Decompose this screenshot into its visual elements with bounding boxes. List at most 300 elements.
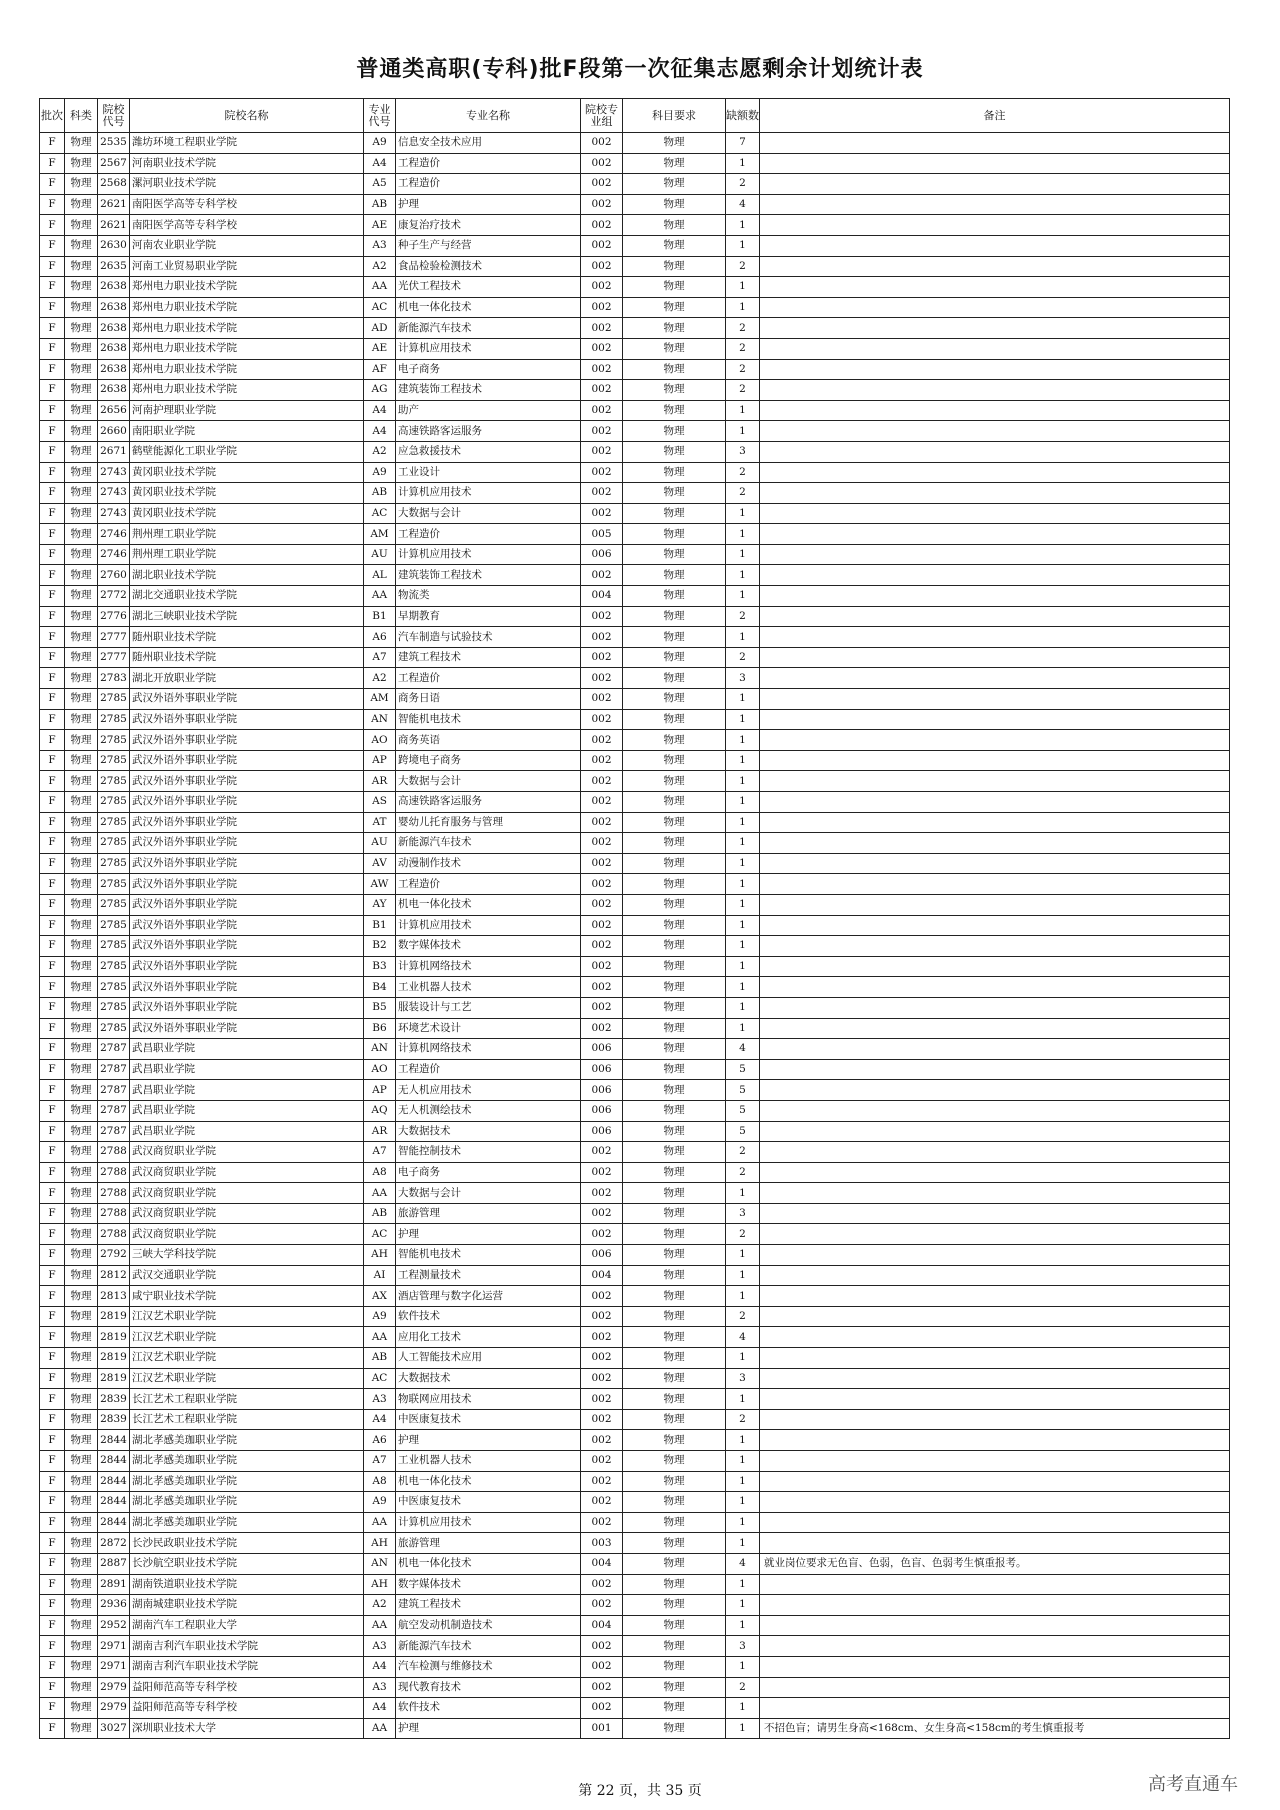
major-name-cell: 建筑装饰工程技术 [396, 380, 581, 401]
group-cell: 006 [581, 1100, 623, 1121]
school-name-cell: 益阳师范高等专科学校 [130, 1677, 364, 1698]
school-name-cell: 黄冈职业技术学院 [130, 503, 364, 524]
table-row [40, 1677, 1230, 1698]
category-cell: 物理 [65, 936, 98, 957]
subject-cell: 物理 [623, 153, 726, 174]
school-code-cell: 2777 [98, 647, 130, 668]
note-cell [760, 318, 1230, 339]
table-row [40, 647, 1230, 668]
category-cell: 物理 [65, 1574, 98, 1595]
table-row [40, 1718, 1230, 1739]
major-name-cell: 新能源汽车技术 [396, 1636, 581, 1657]
vacancy-cell: 4 [726, 1553, 760, 1574]
major-code-cell: AR [364, 1121, 396, 1142]
table-row [40, 730, 1230, 751]
major-name-cell: 物流类 [396, 586, 581, 607]
group-cell: 002 [581, 874, 623, 895]
major-name-cell: 新能源汽车技术 [396, 318, 581, 339]
group-cell: 002 [581, 1677, 623, 1698]
school-code-cell: 2535 [98, 133, 130, 154]
subject-cell: 物理 [623, 174, 726, 195]
major-code-cell: AN [364, 709, 396, 730]
group-cell: 002 [581, 1430, 623, 1451]
category-cell: 物理 [65, 1677, 98, 1698]
table-row [40, 277, 1230, 298]
group-cell: 004 [581, 586, 623, 607]
major-code-cell: A4 [364, 421, 396, 442]
major-code-cell: A6 [364, 1430, 396, 1451]
table-row [40, 441, 1230, 462]
vacancy-cell: 1 [726, 297, 760, 318]
table-row [40, 1656, 1230, 1677]
subject-cell: 物理 [623, 194, 726, 215]
subject-cell: 物理 [623, 1430, 726, 1451]
group-cell: 002 [581, 1451, 623, 1472]
note-cell [760, 441, 1230, 462]
vacancy-cell: 4 [726, 1039, 760, 1060]
table-row [40, 338, 1230, 359]
school-code-cell: 2819 [98, 1306, 130, 1327]
school-name-cell: 湖南铁道职业技术学院 [130, 1574, 364, 1595]
batch-cell: F [40, 1553, 65, 1574]
table-row [40, 1162, 1230, 1183]
table-row [40, 1265, 1230, 1286]
subject-cell: 物理 [623, 771, 726, 792]
batch-cell: F [40, 277, 65, 298]
table-row [40, 812, 1230, 833]
batch-cell: F [40, 833, 65, 854]
school-code-cell: 2785 [98, 894, 130, 915]
group-cell: 002 [581, 709, 623, 730]
category-cell: 物理 [65, 462, 98, 483]
note-cell [760, 1039, 1230, 1060]
vacancy-cell: 5 [726, 1080, 760, 1101]
major-code-cell: AB [364, 194, 396, 215]
vacancy-cell: 2 [726, 483, 760, 504]
vacancy-cell: 1 [726, 730, 760, 751]
category-cell: 物理 [65, 1306, 98, 1327]
group-cell: 002 [581, 750, 623, 771]
note-cell [760, 1121, 1230, 1142]
category-cell: 物理 [65, 771, 98, 792]
major-code-cell: AV [364, 853, 396, 874]
note-cell [760, 730, 1230, 751]
school-name-cell: 武汉交通职业学院 [130, 1265, 364, 1286]
major-code-cell: AL [364, 565, 396, 586]
group-cell: 002 [581, 1471, 623, 1492]
group-cell: 002 [581, 915, 623, 936]
major-code-cell: AC [364, 297, 396, 318]
major-name-cell: 电子商务 [396, 359, 581, 380]
school-name-cell: 河南工业贸易职业学院 [130, 256, 364, 277]
group-cell: 006 [581, 1039, 623, 1060]
subject-cell: 物理 [623, 297, 726, 318]
category-cell: 物理 [65, 894, 98, 915]
school-code-cell: 2785 [98, 853, 130, 874]
table-row [40, 1183, 1230, 1204]
school-name-cell: 湖南城建职业技术学院 [130, 1595, 364, 1616]
major-code-cell: AU [364, 544, 396, 565]
subject-cell: 物理 [623, 1451, 726, 1472]
subject-cell: 物理 [623, 503, 726, 524]
batch-cell: F [40, 997, 65, 1018]
group-cell: 001 [581, 1718, 623, 1739]
table-row [40, 977, 1230, 998]
school-name-cell: 湖北孝感美珈职业学院 [130, 1451, 364, 1472]
major-code-cell: A7 [364, 1142, 396, 1163]
vacancy-cell: 1 [726, 1183, 760, 1204]
category-cell: 物理 [65, 874, 98, 895]
note-cell [760, 1615, 1230, 1636]
column-header: 备注 [760, 99, 1230, 133]
major-code-cell: AM [364, 689, 396, 710]
major-name-cell: 计算机应用技术 [396, 1512, 581, 1533]
subject-cell: 物理 [623, 1100, 726, 1121]
major-code-cell: AW [364, 874, 396, 895]
group-cell: 002 [581, 1203, 623, 1224]
major-name-cell: 建筑装饰工程技术 [396, 565, 581, 586]
major-code-cell: A9 [364, 1306, 396, 1327]
group-cell: 002 [581, 627, 623, 648]
column-header: 批次 [40, 99, 65, 133]
group-cell: 002 [581, 1512, 623, 1533]
category-cell: 物理 [65, 1409, 98, 1430]
table-row [40, 1368, 1230, 1389]
note-cell [760, 1018, 1230, 1039]
school-code-cell: 2772 [98, 586, 130, 607]
note-cell [760, 1306, 1230, 1327]
school-code-cell: 2787 [98, 1121, 130, 1142]
batch-cell: F [40, 1348, 65, 1369]
school-name-cell: 河南护理职业学院 [130, 400, 364, 421]
vacancy-cell: 1 [726, 565, 760, 586]
vacancy-cell: 1 [726, 936, 760, 957]
category-cell: 物理 [65, 750, 98, 771]
column-header: 科目要求 [623, 99, 726, 133]
major-name-cell: 大数据与会计 [396, 771, 581, 792]
school-code-cell: 3027 [98, 1718, 130, 1739]
column-header: 科类 [65, 99, 98, 133]
school-code-cell: 2792 [98, 1245, 130, 1266]
batch-cell: F [40, 1183, 65, 1204]
batch-cell: F [40, 194, 65, 215]
note-cell [760, 894, 1230, 915]
major-name-cell: 环境艺术设计 [396, 1018, 581, 1039]
group-cell: 002 [581, 503, 623, 524]
batch-cell: F [40, 1265, 65, 1286]
subject-cell: 物理 [623, 586, 726, 607]
table-row [40, 1100, 1230, 1121]
major-name-cell: 旅游管理 [396, 1203, 581, 1224]
batch-cell: F [40, 1409, 65, 1430]
note-cell [760, 1183, 1230, 1204]
school-code-cell: 2760 [98, 565, 130, 586]
major-code-cell: AH [364, 1245, 396, 1266]
batch-cell: F [40, 606, 65, 627]
school-name-cell: 郑州电力职业技术学院 [130, 277, 364, 298]
note-cell [760, 936, 1230, 957]
subject-cell: 物理 [623, 1080, 726, 1101]
school-name-cell: 武汉外语外事职业学院 [130, 915, 364, 936]
category-cell: 物理 [65, 1327, 98, 1348]
major-code-cell: AQ [364, 1100, 396, 1121]
note-cell [760, 235, 1230, 256]
note-cell [760, 1430, 1230, 1451]
school-name-cell: 荆州理工职业学院 [130, 544, 364, 565]
major-name-cell: 跨境电子商务 [396, 750, 581, 771]
group-cell: 002 [581, 894, 623, 915]
subject-cell: 物理 [623, 668, 726, 689]
school-name-cell: 湖北孝感美珈职业学院 [130, 1492, 364, 1513]
note-cell [760, 689, 1230, 710]
note-cell [760, 606, 1230, 627]
group-cell: 002 [581, 1492, 623, 1513]
major-name-cell: 早期教育 [396, 606, 581, 627]
vacancy-cell: 1 [726, 215, 760, 236]
school-code-cell: 2787 [98, 1039, 130, 1060]
major-code-cell: AP [364, 1080, 396, 1101]
table-row [40, 256, 1230, 277]
major-name-cell: 工业机器人技术 [396, 1451, 581, 1472]
category-cell: 物理 [65, 277, 98, 298]
school-code-cell: 2783 [98, 668, 130, 689]
note-cell [760, 627, 1230, 648]
vacancy-cell: 2 [726, 1162, 760, 1183]
subject-cell: 物理 [623, 524, 726, 545]
school-name-cell: 武昌职业学院 [130, 1059, 364, 1080]
group-cell: 002 [581, 1348, 623, 1369]
vacancy-cell: 2 [726, 318, 760, 339]
school-name-cell: 南阳职业学院 [130, 421, 364, 442]
group-cell: 006 [581, 1245, 623, 1266]
school-code-cell: 2567 [98, 153, 130, 174]
school-code-cell: 2638 [98, 380, 130, 401]
category-cell: 物理 [65, 1121, 98, 1142]
school-code-cell: 2844 [98, 1512, 130, 1533]
major-name-cell: 大数据与会计 [396, 503, 581, 524]
major-name-cell: 智能机电技术 [396, 1245, 581, 1266]
category-cell: 物理 [65, 1451, 98, 1472]
category-cell: 物理 [65, 297, 98, 318]
major-name-cell: 计算机应用技术 [396, 544, 581, 565]
vacancy-cell: 5 [726, 1121, 760, 1142]
table-row [40, 853, 1230, 874]
group-cell: 002 [581, 1389, 623, 1410]
subject-cell: 物理 [623, 647, 726, 668]
column-header: 院校名称 [130, 99, 364, 133]
subject-cell: 物理 [623, 606, 726, 627]
major-code-cell: AS [364, 792, 396, 813]
note-cell [760, 544, 1230, 565]
table-row [40, 1574, 1230, 1595]
subject-cell: 物理 [623, 1039, 726, 1060]
school-name-cell: 武汉外语外事职业学院 [130, 709, 364, 730]
vacancy-cell: 5 [726, 1100, 760, 1121]
school-code-cell: 2844 [98, 1430, 130, 1451]
school-code-cell: 2743 [98, 462, 130, 483]
subject-cell: 物理 [623, 1533, 726, 1554]
subject-cell: 物理 [623, 997, 726, 1018]
group-cell: 002 [581, 1368, 623, 1389]
table-row [40, 1512, 1230, 1533]
note-cell [760, 1327, 1230, 1348]
school-code-cell: 2777 [98, 627, 130, 648]
subject-cell: 物理 [623, 1471, 726, 1492]
subject-cell: 物理 [623, 874, 726, 895]
table-row [40, 833, 1230, 854]
category-cell: 物理 [65, 174, 98, 195]
table-row [40, 1595, 1230, 1616]
table-row [40, 297, 1230, 318]
table-row [40, 380, 1230, 401]
major-name-cell: 种子生产与经营 [396, 235, 581, 256]
major-name-cell: 数字媒体技术 [396, 936, 581, 957]
group-cell: 002 [581, 174, 623, 195]
note-cell [760, 1492, 1230, 1513]
subject-cell: 物理 [623, 133, 726, 154]
table-row [40, 1348, 1230, 1369]
note-cell [760, 153, 1230, 174]
school-name-cell: 武汉外语外事职业学院 [130, 874, 364, 895]
vacancy-cell: 4 [726, 1327, 760, 1348]
school-code-cell: 2971 [98, 1636, 130, 1657]
note-cell [760, 565, 1230, 586]
major-name-cell: 应用化工技术 [396, 1327, 581, 1348]
batch-cell: F [40, 627, 65, 648]
batch-cell: F [40, 1327, 65, 1348]
batch-cell: F [40, 1615, 65, 1636]
note-cell [760, 1224, 1230, 1245]
category-cell: 物理 [65, 235, 98, 256]
batch-cell: F [40, 1306, 65, 1327]
table-row [40, 1203, 1230, 1224]
major-code-cell: AA [364, 1183, 396, 1204]
note-cell [760, 1409, 1230, 1430]
major-name-cell: 大数据与会计 [396, 1183, 581, 1204]
note-cell [760, 483, 1230, 504]
group-cell: 002 [581, 936, 623, 957]
vacancy-cell: 2 [726, 1142, 760, 1163]
subject-cell: 物理 [623, 462, 726, 483]
table-row [40, 956, 1230, 977]
school-code-cell: 2660 [98, 421, 130, 442]
major-name-cell: 智能机电技术 [396, 709, 581, 730]
school-code-cell: 2785 [98, 689, 130, 710]
vacancy-cell: 1 [726, 544, 760, 565]
batch-cell: F [40, 874, 65, 895]
note-cell: 不招色盲；请男生身高<168cm、女生身高<158cm的考生慎重报考 [760, 1718, 1230, 1739]
group-cell: 006 [581, 544, 623, 565]
vacancy-cell: 3 [726, 441, 760, 462]
group-cell: 002 [581, 1574, 623, 1595]
school-name-cell: 湖南汽车工程职业大学 [130, 1615, 364, 1636]
category-cell: 物理 [65, 1512, 98, 1533]
vacancy-cell: 1 [726, 153, 760, 174]
group-cell: 005 [581, 524, 623, 545]
vacancy-cell: 2 [726, 1677, 760, 1698]
category-cell: 物理 [65, 1348, 98, 1369]
table-row [40, 235, 1230, 256]
batch-cell: F [40, 133, 65, 154]
vacancy-cell: 1 [726, 709, 760, 730]
major-code-cell: AA [364, 1718, 396, 1739]
category-cell: 物理 [65, 915, 98, 936]
school-name-cell: 武汉商贸职业学院 [130, 1224, 364, 1245]
table-row [40, 1286, 1230, 1307]
category-cell: 物理 [65, 441, 98, 462]
batch-cell: F [40, 1656, 65, 1677]
batch-cell: F [40, 400, 65, 421]
group-cell: 002 [581, 1327, 623, 1348]
group-cell: 002 [581, 689, 623, 710]
vacancy-cell: 1 [726, 1018, 760, 1039]
category-cell: 物理 [65, 977, 98, 998]
major-name-cell: 机电一体化技术 [396, 1471, 581, 1492]
major-code-cell: AH [364, 1533, 396, 1554]
plan-table [39, 98, 1230, 1739]
major-name-cell: 计算机应用技术 [396, 338, 581, 359]
category-cell: 物理 [65, 194, 98, 215]
category-cell: 物理 [65, 1265, 98, 1286]
batch-cell: F [40, 689, 65, 710]
major-code-cell: AH [364, 1574, 396, 1595]
category-cell: 物理 [65, 956, 98, 977]
batch-cell: F [40, 1286, 65, 1307]
note-cell [760, 359, 1230, 380]
group-cell: 002 [581, 297, 623, 318]
subject-cell: 物理 [623, 380, 726, 401]
subject-cell: 物理 [623, 1389, 726, 1410]
note-cell [760, 771, 1230, 792]
school-code-cell: 2813 [98, 1286, 130, 1307]
note-cell [760, 277, 1230, 298]
major-name-cell: 护理 [396, 1224, 581, 1245]
category-cell: 物理 [65, 1492, 98, 1513]
category-cell: 物理 [65, 565, 98, 586]
table-row [40, 194, 1230, 215]
subject-cell: 物理 [623, 792, 726, 813]
table-row [40, 1080, 1230, 1101]
batch-cell: F [40, 915, 65, 936]
note-cell [760, 956, 1230, 977]
note-cell [760, 1389, 1230, 1410]
major-name-cell: 汽车检测与维修技术 [396, 1656, 581, 1677]
vacancy-cell: 2 [726, 338, 760, 359]
school-name-cell: 江汉艺术职业学院 [130, 1348, 364, 1369]
school-name-cell: 湖北孝感美珈职业学院 [130, 1471, 364, 1492]
note-cell [760, 1080, 1230, 1101]
column-header: 缺额数 [726, 99, 760, 133]
major-name-cell: 工业设计 [396, 462, 581, 483]
major-name-cell: 商务英语 [396, 730, 581, 751]
category-cell: 物理 [65, 1595, 98, 1616]
subject-cell: 物理 [623, 730, 726, 751]
subject-cell: 物理 [623, 1677, 726, 1698]
category-cell: 物理 [65, 1368, 98, 1389]
group-cell: 002 [581, 235, 623, 256]
column-header: 院校代号 [98, 99, 130, 133]
school-code-cell: 2785 [98, 730, 130, 751]
major-code-cell: AX [364, 1286, 396, 1307]
batch-cell: F [40, 421, 65, 442]
vacancy-cell: 1 [726, 1430, 760, 1451]
note-cell [760, 1533, 1230, 1554]
category-cell: 物理 [65, 338, 98, 359]
school-code-cell: 2785 [98, 936, 130, 957]
category-cell: 物理 [65, 133, 98, 154]
category-cell: 物理 [65, 1553, 98, 1574]
school-name-cell: 咸宁职业技术学院 [130, 1286, 364, 1307]
